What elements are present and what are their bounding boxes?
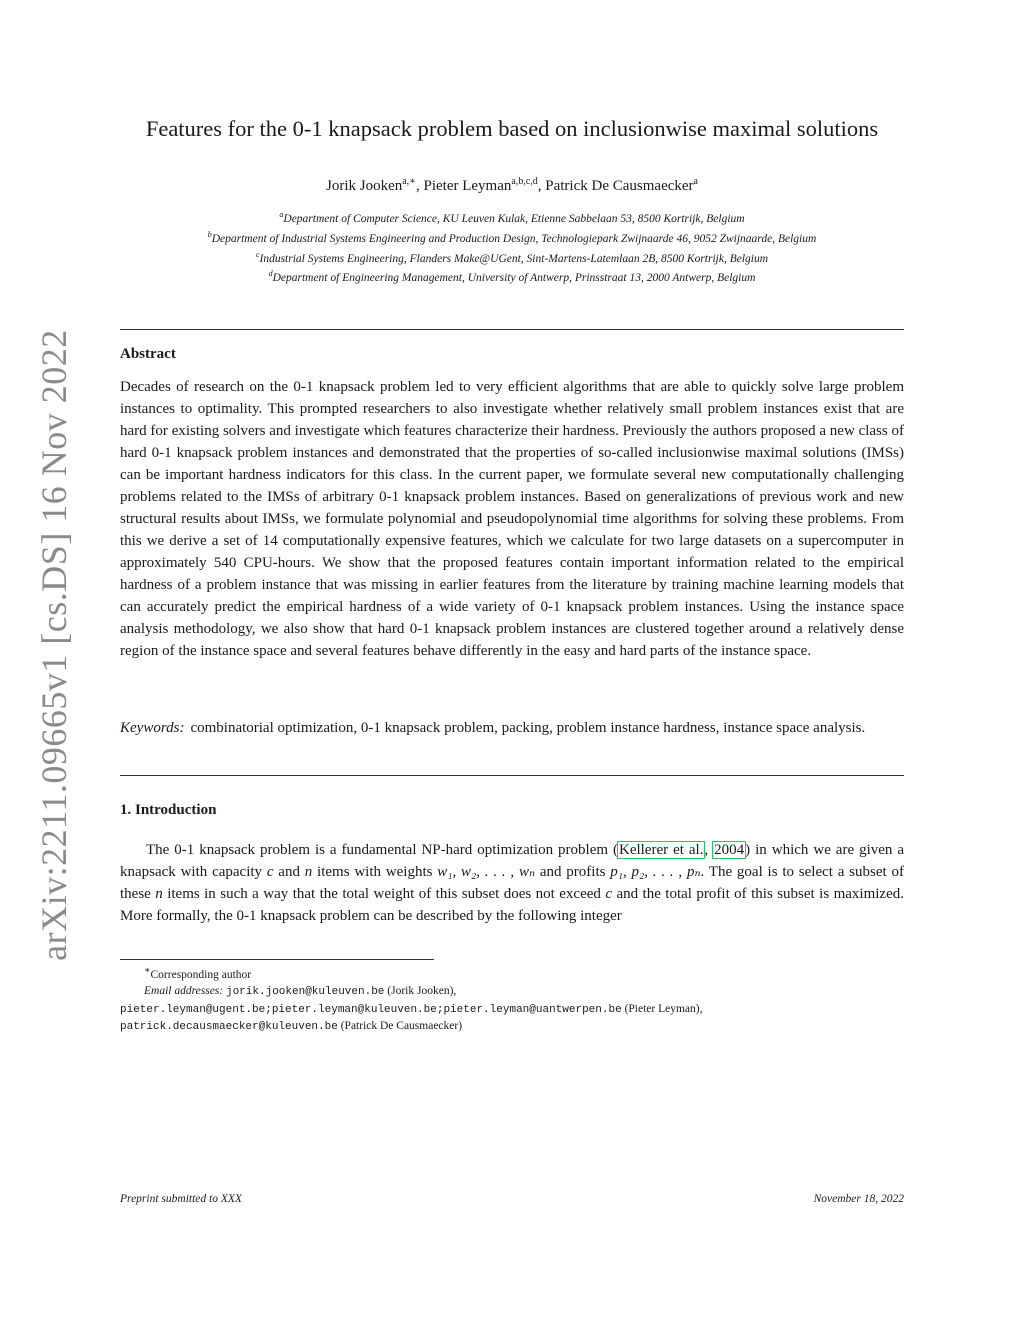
footnote-text: Corresponding author (150, 968, 252, 981)
author-name: Pieter Leyman (423, 178, 512, 194)
intro-text: The 0-1 knapsack problem is a fundamental NP-hard optimization problem ( (146, 842, 618, 858)
intro-text: and profits (535, 864, 611, 880)
intro-text: items in such a way that the total weight of this subset does not exceed (162, 886, 606, 902)
abstract-body: Decades of research on the 0-1 knapsack problem led to very efficient algorithms that are able to quickly solve large problem instances to optimality. This prompted researchers to also investigate whether relatively small problem instances exist that are hard for existing solvers and investigate which features characterize their hardness. Previously the authors proposed a new class of hard 0-1 knapsack problem instances and demonstrated that the properties of so-called inclusionwise maximal solutions (IMSs) can be important hardness indicators for this class. In the current paper, we formulate several new computationally challenging problems related to the IMSs of arbitrary 0-1 knapsack problem instances. Based on generalizations of previous work and new structural results about IMSs, we formulate polynomial and pseudopolynomial time algorithms for solving these problems. From this we derive a set of 14 computationally expensive features, which we calculate for two large datasets on a supercomputer in approximately 540 CPU-hours. We show that the proposed features contain important information related to the empirical hardness of a problem instance that was missing in earlier features from the literature by training machine learning models that can accurately predict the empirical hardness of a wide variety of 0-1 knapsack problem instances. Using the instance space analysis methodology, we also show that hard 0-1 knapsack problem instances are clustered together around a relatively dense region of the instance space and several features behave differently in the easy and hard parts of the instance space. (120, 379, 904, 659)
email-owner: (Jorik Jooken), (384, 985, 457, 998)
footnote-email-line (120, 983, 904, 1001)
intro-text: ) in which we are given a knapsack with capacity (120, 842, 905, 880)
affiliation-line (120, 227, 904, 247)
footnotes (120, 963, 904, 1036)
citation-link-author[interactable]: Kellerer et al. (618, 842, 704, 858)
author-affiliation-mark: a,b,c,d (511, 176, 538, 187)
author-name: Patrick De Causmaecker (545, 178, 694, 194)
paper-title: Features for the 0-1 knapsack problem based on inclusionwise maximal solutions (145, 116, 879, 141)
email-owner: (Pieter Leyman), (621, 1002, 703, 1015)
affiliation-mark: a (279, 210, 284, 219)
footnote-email-line (120, 1001, 904, 1019)
affiliation-text: Department of Computer Science, KU Leuven Kulak, Etienne Sabbelaan 53, 8500 Kortrijk, Belgium (283, 212, 745, 225)
arxiv-identifier-stamp: arXiv:2211.09665v1 [cs.DS] 16 Nov 2022 (34, 329, 74, 961)
email-link[interactable]: patrick.decausmaecker@kuleuven.be (120, 1021, 338, 1034)
citation-separator: , (704, 842, 714, 858)
footnote-rule (120, 959, 434, 960)
math-weights: w₁, w₂, . . . , wₙ (437, 864, 536, 880)
keywords-label: Keywords: (120, 720, 185, 736)
author-name: Jorik Jooken (325, 178, 403, 194)
email-label: Email addresses: (144, 985, 224, 998)
footnote-corresponding (120, 963, 904, 983)
keywords (120, 717, 904, 739)
citation-link-year[interactable]: 2004 (714, 842, 745, 858)
affiliation-mark: c (255, 249, 260, 259)
affiliation-line (120, 266, 904, 286)
math-variable-c: c (266, 864, 274, 880)
affiliation-mark: d (268, 269, 273, 279)
math-variable-n: n (155, 886, 163, 902)
section-heading-introduction: 1. Introduction (120, 802, 217, 818)
affiliation-text: Department of Engineering Management, University of Antwerp, Prinsstraat 13, 2000 Antwerp, Belgium (272, 272, 756, 285)
author-affiliation-mark: a (693, 176, 698, 187)
math-variable-c: c (605, 886, 613, 902)
affiliation-line (120, 207, 904, 227)
affiliation-list (120, 207, 904, 286)
introduction-paragraph (120, 839, 904, 927)
affiliation-text: Industrial Systems Engineering, Flanders Make@UGent, Sint-Martens-Latemlaan 2B, 8500 Kortrijk, Belgium (259, 252, 769, 265)
intro-text: and the total profit of this subset is maximized. More formally, the 0-1 knapsack problem can be described by the following integer (120, 886, 904, 924)
email-link[interactable]: jorik.jooken@kuleuven.be (225, 986, 385, 999)
footnote-email-line (120, 1018, 904, 1036)
keywords-text: combinatorial optimization, 0-1 knapsack problem, packing, problem instance hardness, instance space analysis. (190, 720, 866, 736)
intro-text: and (273, 864, 305, 880)
author-separator: , (415, 178, 424, 194)
footer-preprint-note: Preprint submitted to XXX (120, 1193, 242, 1205)
author-separator: , (537, 178, 546, 194)
affiliation-mark: b (207, 229, 212, 239)
math-variable-n: n (304, 864, 313, 880)
affiliation-line (120, 247, 904, 267)
math-profits: p₁, p₂, . . . , pₙ (610, 864, 701, 880)
intro-text: . The goal is to select a subset of these (120, 864, 904, 902)
author-affiliation-mark: a,∗ (402, 176, 416, 187)
abstract-bottom-rule (120, 775, 904, 776)
email-link[interactable]: pieter.leyman@ugent.be;pieter.leyman@kuleuven.be;pieter.leyman@uantwerpen.be (120, 1003, 622, 1016)
abstract-top-rule (120, 329, 904, 330)
footer-date: November 18, 2022 (813, 1193, 904, 1205)
abstract-heading: Abstract (120, 346, 176, 362)
author-list (120, 171, 904, 197)
affiliation-text: Department of Industrial Systems Engineering and Production Design, Technologiepark Zwijnaarde 46, 9052 Zwijnaarde, Belgium (211, 232, 817, 245)
email-owner: (Patrick De Causmaecker) (337, 1020, 463, 1033)
intro-text: items with weights (312, 864, 438, 880)
footnote-mark: ∗ (144, 965, 151, 976)
